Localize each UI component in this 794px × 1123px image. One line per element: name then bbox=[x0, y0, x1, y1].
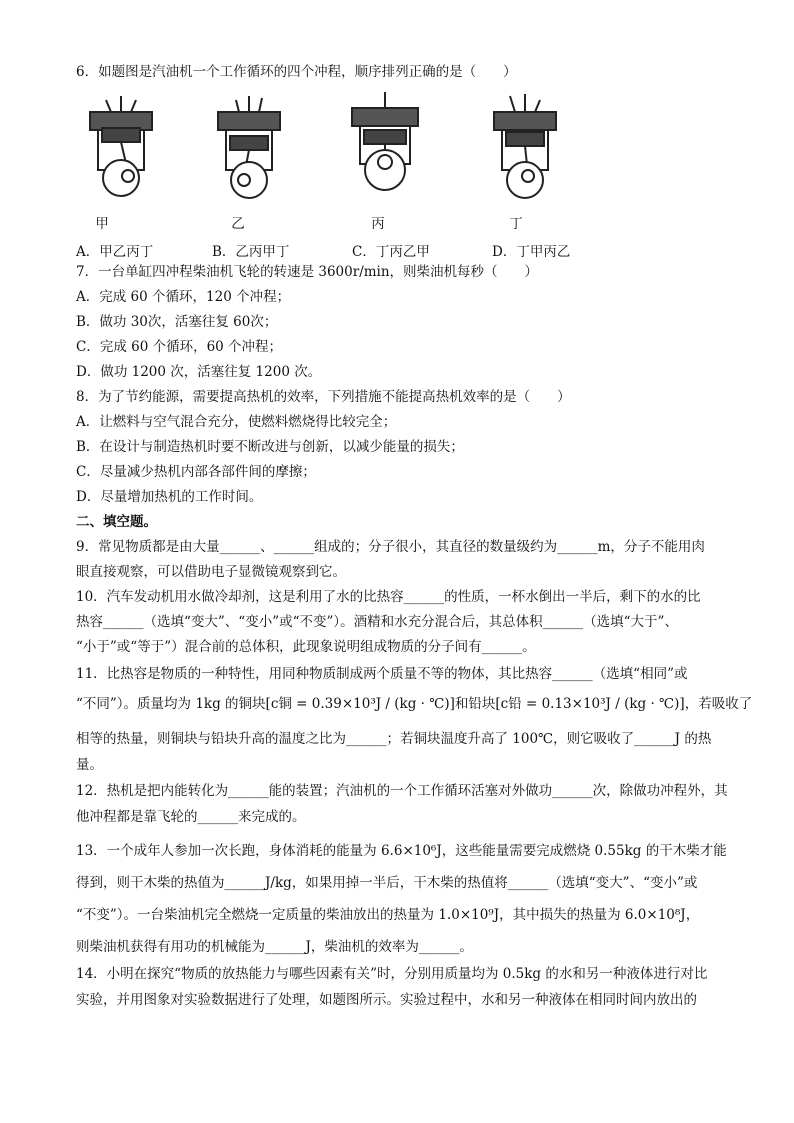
q12-line-1: 12．热机是把内能转化为______能的装置；汽油机的一个工作循环活塞对外做功______次，除做功冲程外，其 bbox=[76, 783, 728, 799]
q7-option-d: D．做功 1200 次，活塞往复 1200 次。 bbox=[76, 364, 322, 380]
q13-line-4: 则柴油机获得有用功的机械能为______J，柴油机的效率为______。 bbox=[76, 939, 473, 955]
q9-line-2: 眼直接观察，可以借助电子显微镜观察到它。 bbox=[76, 564, 346, 580]
q7-option-a: A．完成 60 个循环，120 个冲程； bbox=[76, 289, 291, 305]
q14-line-1: 14．小明在探究“物质的放热能力与哪些因素有关”时，分别用质量均为 0.5kg 的水和另一种液体进行对比 bbox=[76, 966, 708, 982]
engine-figure-ding bbox=[480, 90, 570, 205]
label-ding: 丁 bbox=[509, 216, 523, 232]
label-bing: 丙 bbox=[371, 216, 385, 232]
q8-option-b: B．在设计与制造热机时要不断改进与创新，以减少能量的损失； bbox=[76, 439, 464, 455]
q6-option-b: B．乙丙甲丁 bbox=[212, 244, 290, 260]
q6-option-c: C．丁丙乙甲 bbox=[352, 244, 430, 260]
q10-line-2: 热容______（选填“变大”、“变小”或“不变”）。酒精和水充分混合后，其总体积______（选填“大于”、 bbox=[76, 614, 678, 630]
q7-option-b: B．做功 30次，活塞往复 60次； bbox=[76, 314, 278, 330]
q8-stem: 8．为了节约能源，需要提高热机的效率，下列措施不能提高热机效率的是（ ） bbox=[76, 389, 571, 405]
section-heading: 二、填空题。 bbox=[76, 514, 157, 530]
q6-option-d: D．丁甲丙乙 bbox=[492, 244, 571, 260]
q10-line-1: 10．汽车发动机用水做冷却剂，这是利用了水的比热容______的性质，一杯水倒出一半后，剩下的水的比 bbox=[76, 589, 701, 605]
q9-line-1: 9．常见物质都是由大量______、______组成的；分子很小，其直径的数量级约为______m，分子不能用肉 bbox=[76, 539, 705, 555]
label-jia: 甲 bbox=[95, 216, 109, 232]
engine-figure-yi bbox=[204, 90, 294, 205]
q13-line-1: 13．一个成年人参加一次长跑，身体消耗的能量为 6.6×10⁶J，这些能量需要完成燃烧 0.55kg 的干木柴才能 bbox=[76, 843, 727, 859]
q8-option-c: C．尽量减少热机内部各部件间的摩擦； bbox=[76, 464, 316, 480]
q14-line-2: 实验，并用图象对实验数据进行了处理，如题图所示。实验过程中，水和另一种液体在相同时间内放出的 bbox=[76, 992, 697, 1008]
q13-line-2: 得到，则干木柴的热值为______J/kg，如果用掉一半后，干木柴的热值将______（选填“变大”、“变小”或 bbox=[76, 875, 698, 891]
q7-stem: 7．一台单缸四冲程柴油机飞轮的转速是 3600r/min，则柴油机每秒（ ） bbox=[76, 264, 539, 280]
q13-line-3: “不变”）。一台柴油机完全燃烧一定质量的柴油放出的热量为 1.0×10⁹J，其中损失的热量为 6.0×10⁸J， bbox=[76, 907, 700, 923]
q8-option-a: A．让燃料与空气混合充分，使燃料燃烧得比较完全； bbox=[76, 414, 397, 430]
q6-option-a: A．甲乙丙丁 bbox=[76, 244, 154, 260]
engine-stroke-figures bbox=[76, 90, 596, 232]
q8-option-d: D．尽量增加热机的工作时间。 bbox=[76, 489, 263, 505]
q11-line-1: 11．比热容是物质的一种特性，用同种物质制成两个质量不等的物体，其比热容______（选填“相同”或 bbox=[76, 666, 688, 682]
engine-figure-bing bbox=[340, 90, 430, 205]
label-yi: 乙 bbox=[231, 216, 245, 232]
q7-option-c: C．完成 60 个循环，60 个冲程； bbox=[76, 339, 283, 355]
q11-line-3: 相等的热量，则铜块与铅块升高的温度之比为______；若铜块温度升高了 100℃，则它吸收了______J 的热 bbox=[76, 731, 712, 747]
q12-line-2: 他冲程都是靠飞轮的______来完成的。 bbox=[76, 809, 306, 825]
q11-line-2: “不同”）。质量均为 1kg 的铜块[c铜 = 0.39×10³J / (kg · ℃)]和铅块[c铅 = 0.13×10³J / (kg · ℃)]，若吸收了 bbox=[76, 696, 753, 712]
engine-figure-jia bbox=[76, 90, 166, 205]
q11-line-4: 量。 bbox=[76, 757, 103, 773]
q6-stem: 6．如题图是汽油机一个工作循环的四个冲程，顺序排列正确的是（ ） bbox=[76, 64, 517, 80]
q10-line-3: “小于”或“等于”）混合前的总体积，此现象说明组成物质的分子间有______。 bbox=[76, 639, 536, 655]
